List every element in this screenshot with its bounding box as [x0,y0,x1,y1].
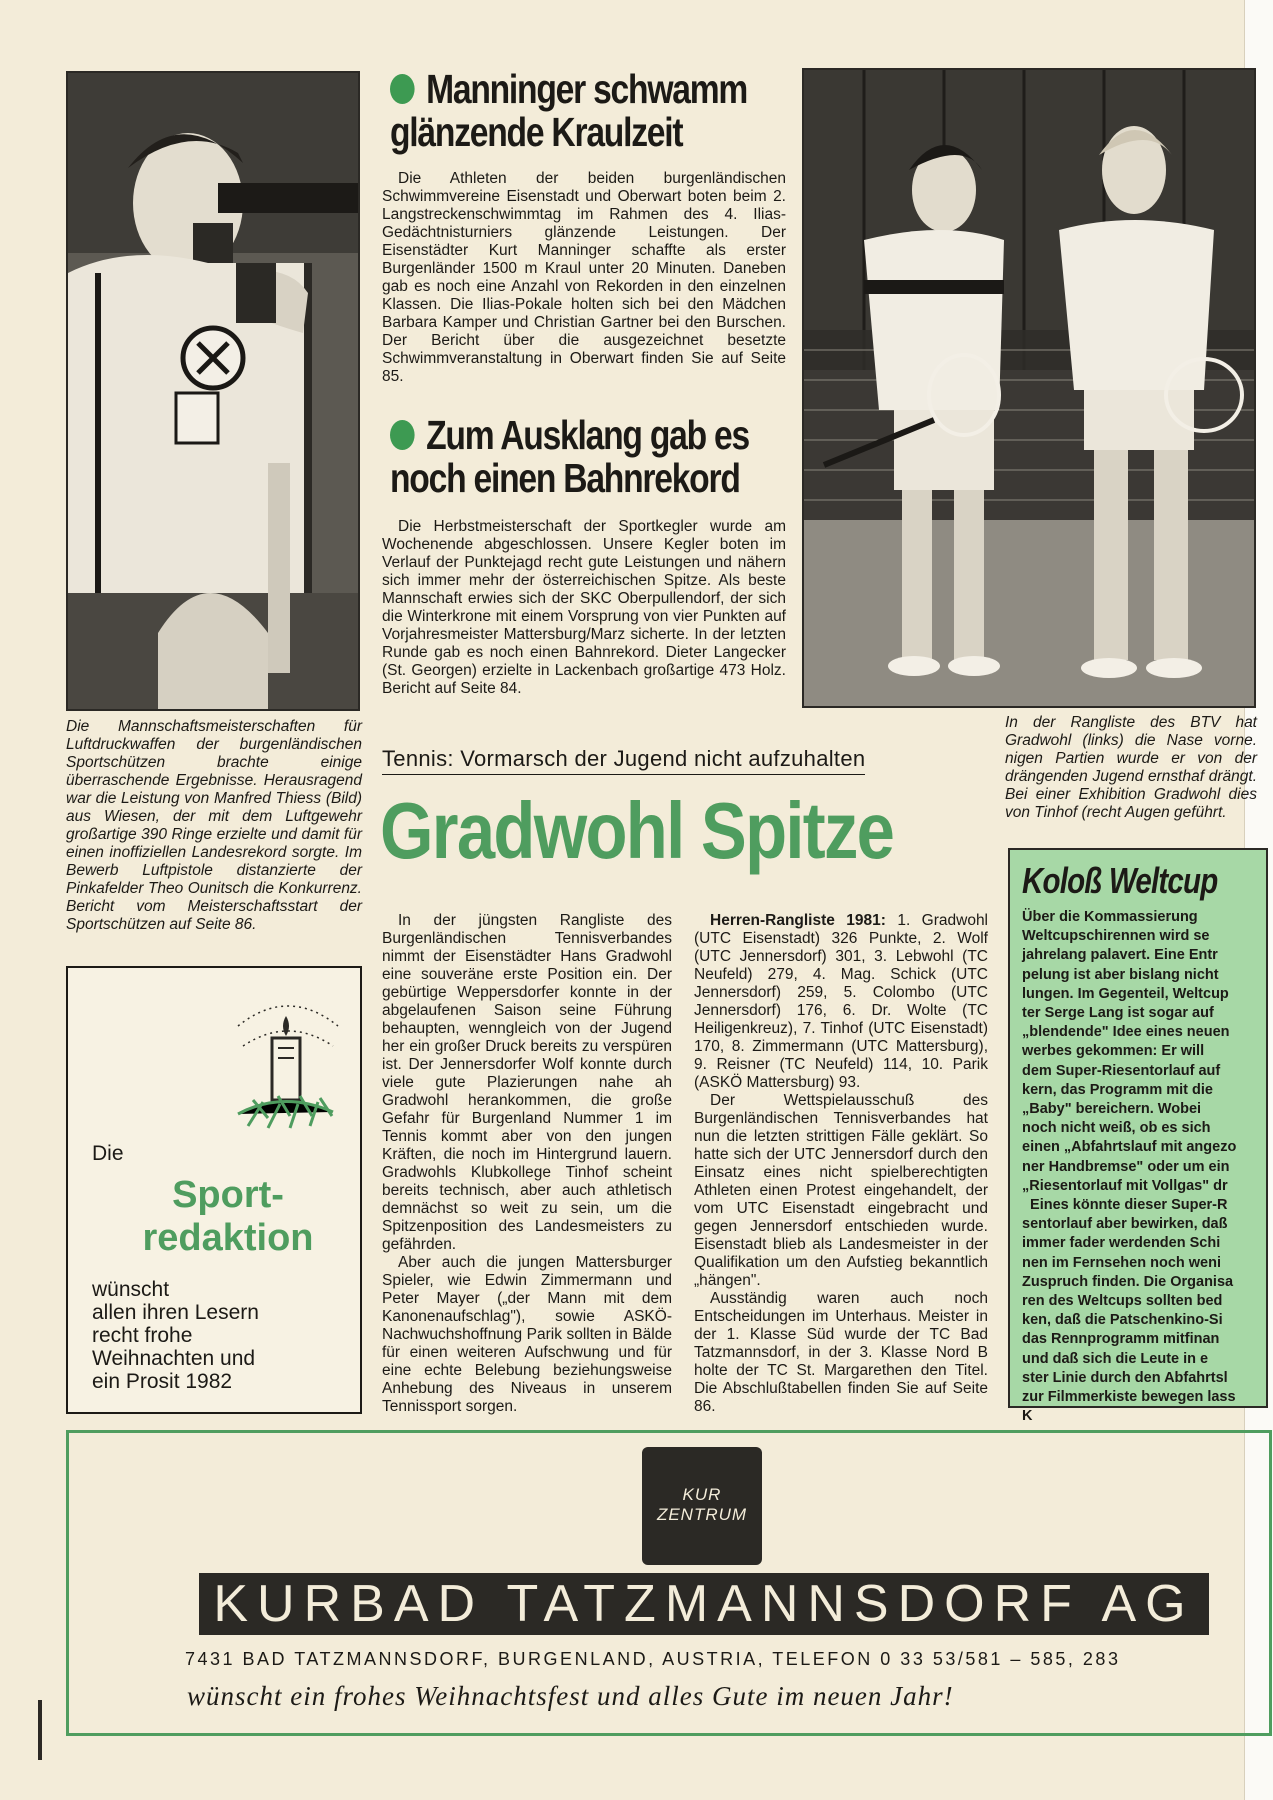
tennis-title: Gradwohl Spitze [380,786,894,875]
kegel-article-body [382,518,786,698]
tennis-col1-paragraph-1: In der jüngsten Rangliste des Burgenländischen Tennisverbandes nimmt der Eisenstädter Hans Gradwohl eine souveräne erste Position ein. Der gebürtige Weppersdorfer konnte in der abgelaufenen Saison seine Führung behaupten, wenngleich von der Jugend her ein großer Druck bereits zu verspüren ist. Der Jennersdorfer Wolf konnte durch viele gute Plazierungen nahe ah Gradwohl herankommen, die große Gefahr für Burgenland Nummer 1 im Tennis kommt aber von den jungen Kräften, die noch im Hintergrund lauern. Gradwohls Klubkollege Tinhof scheint bereits technisch, aber auch athletisch demnächst so weit zu sein, um die Spitzenposition des Landesmeisters zu gefährden. [382,912,672,1253]
shooter-photo [66,71,360,711]
tennis-col1-paragraph-2: Aber auch die jungen Mattersburger Spieler, wie Edwin Zimmermann und Peter Mayer („der Mann mit dem Kanonenaufschlag"), sowie ASKÖ-Nachwuchshoffnung Parik sollten in Bälde für einen weiteren Aufschwung und für eine echte Belebung beziehungsweise Anhebung des Niveaus in unserem Tennissport sorgen. [382,1254,672,1415]
page-margin-mark [38,1700,42,1760]
greeting-line: ein Prosit 1982 [92,1370,233,1393]
tennis-column-2 [694,912,988,1416]
tennis-players-illustration [804,70,1254,706]
kegel-headline [390,414,749,500]
kurbad-address: 7431 BAD TATZMANNSDORF, BURGENLAND, AUSTRIA, TELEFON 0 33 53/581 – 585, 283 [185,1649,1121,1669]
tennis-col2-paragraph-2: Der Wettspielausschuß des Burgenländischen Tennisverbandes hat nun die letzten strittigen Fälle geklärt. So hatte sich der UTC Jennersdorf durch den Einsatz eines nicht spielberechtigten Athleten einen Protest eingehandelt, der vom UTC Eisenstadt eingebracht und gegen Jennersdorf entschieden wurde. Eisenstadt blieb als Landesmeister in der Qualifikation um den Aufstieg bekanntlich „hängen". [694,1092,988,1289]
swim-article-body [382,170,786,386]
shooter-illustration [68,73,358,709]
greeting-line: Weihnachten und [92,1347,256,1370]
kurbad-wish: wünscht ein frohes Weihnachtsfest und alles Gute im neuen Jahr! [187,1681,954,1711]
tennis-photo [802,68,1256,708]
tennis-column-1 [382,912,672,1416]
tennis-kicker: Tennis: Vormarsch der Jugend nicht aufzuhalten [382,746,865,775]
greeting-line: allen ihren Lesern [92,1301,259,1324]
swim-headline-line2: glänzende Kraulzeit [390,109,683,155]
candle-icon [228,986,348,1136]
kegel-headline-line1: Zum Ausklang gab es [426,412,749,458]
sportredaktion-greeting-box [66,966,362,1414]
logo-line1: KUR [682,1485,722,1504]
logo-line2: ZENTRUM [656,1505,748,1524]
tennis-ranking-list: 1. Gradwohl (UTC Eisenstadt) 326 Punkte, 2. Wolf (UTC Jennersdorf) 301, 3. Lebwohl (TC Neufeld) 279, 4. Mag. Schick (UTC Jennersdorf) 259, 5. Colombo (UTC Jennersdorf) 176, 6. Dr. Wolte (TC Heiligenkreuz), 7. Tinhof (UTC Eisenstadt) 170, 8. Zimmermann (UTC Mattersburg), 9. Reisner (TC Neufeld) 114, 10. Parik (ASKÖ Mattersburg) 93. [694,912,989,1091]
tennis-ranking-label: Herren-Rangliste 1981: [710,912,886,929]
swim-headline [390,68,747,154]
tennis-caption: In der Rangliste des BTV hat Gradwohl (links) die Nase vorne. nigen Partien wurde er von der drängenden Jugend ernsthaf drängt. Bei einer Exhibition Gradwohl dies von Tinhof (recht Augen geführt. [1005,714,1257,821]
greeting-message [92,1278,259,1393]
bullet-dot-icon [390,74,415,104]
kolo-title: Koloß Weltcup [1022,860,1218,901]
greeting-sportredaktion [128,1174,328,1260]
greeting-sport-line2: redaktion [142,1217,314,1259]
kegel-headline-line2: noch einen Bahnrekord [390,455,740,501]
kolo-text: Über die Kommassierung Weltcupschirennen wird se jahrelang palavert. Eine Entr pelung ist aber bislang nicht lungen. Im Gegenteil, Weltcup ter Serge Lang ist sogar auf „blendende" Idee eines neuen werbes gekommen: Er will dem Super-Riesentorlauf auf kern, das Programm mit die „Baby" bereichern. Wobei noch nicht weiß, ob es sich einen „Abfahrtslauf mit angezo ner Handbremse" oder um ein „Riesentorlauf mit Vollgas" dr Eines könnte dieser Super-R sentorlauf aber bewirken, daß immer fader werdenden Schi nen im Fernsehen noch weni Zuspruch finden. Die Organisa ren des Weltcups sollten bed ken, daß die Patschenkino-Si das Rennprogramm mitfinan und daß sich die Leute in e ster Linie durch den Abfahrtsl zur Filmmerkiste bewegen lass K [1022,909,1237,1425]
bullet-dot-icon [390,420,415,450]
tennis-col2-paragraph-3: Ausständig waren auch noch Entscheidungen im Unterhaus. Meister in der 1. Klasse Süd wurde der TC Bad Tatzmannsdorf, in der 3. Klasse Nord B holte der TC St. Margarethen den Titel. Die Abschlußtabellen finden Sie auf Seite 86. [694,1290,988,1415]
kegel-article-paragraph: Die Herbstmeisterschaft der Sportkegler wurde am Wochenende abgeschlossen. Unsere Kegler boten im Verlauf der Punktejagd recht gute Leistungen und nähern sich immer mehr der österreichischen Spitze. Als beste Mannschaft erwies sich der SKC Oberpullendorf, der sich die Winterkrone mit einem Vorsprung von vier Punkten auf Vorjahresmeister Mattersburg/Marz sicherte. In der letzten Runde gab es noch einen Bahnrekord. Dieter Langecker (St. Georgen) erzielte in Lackenbach großartige 473 Holz. Bericht auf Seite 84. [382,518,786,697]
swim-article-paragraph: Die Athleten der beiden burgenländischen Schwimmvereine Eisenstadt und Oberwart boten beim 2. Langstreckenschwimmtag im Rahmen des 4. Ilias-Gedächtnisturniers glänzende Leistungen. Der Eisenstädter Kurt Manninger schaffte als erster Burgenländer 1500 m Kraul unter 20 Minuten. Daneben gab es noch eine Anzahl von Rekorden in den einzelnen Klassen. Die Ilias-Pokale holten sich bei den Mädchen Barbara Kamper und Christian Gartner bei den Burschen. Der Bericht über die ausgezeichnet besetzte Schwimmveranstaltung in Oberwart finden Sie auf Seite 85. [382,170,786,385]
kurzentrum-logo [642,1447,762,1565]
kurbad-banner: KURBAD TATZMANNSDORF AG [199,1573,1209,1635]
swim-headline-line1: Manninger schwamm [426,66,748,112]
greeting-sport-line1: Sport- [172,1174,284,1216]
shooter-caption: Die Mannschaftsmeisterschaften für Luftdruckwaffen der burgenländischen Sportschützen brachte einige überraschende Ergebnisse. Herausragend war die Leistung von Manfred Thiess (Bild) aus Wiesen, der mit dem Luftgewehr großartige 390 Ringe erzielte und damit für einen inoffiziellen Landesrekord sorgte. Im Bewerb Luftpistole distanzierte der Pinkafelder Theo Ounitsch die Konkurrenz. Bericht vom Meisterschaftsstart der Sportschützen auf Seite 86. [66,718,362,933]
greeting-line: wünscht [92,1278,170,1301]
greeting-die: Die [92,1142,124,1165]
kolo-weltcup-box [1008,848,1268,1425]
greeting-line: recht frohe [92,1324,193,1347]
kurbad-advertisement [66,1430,1272,1736]
